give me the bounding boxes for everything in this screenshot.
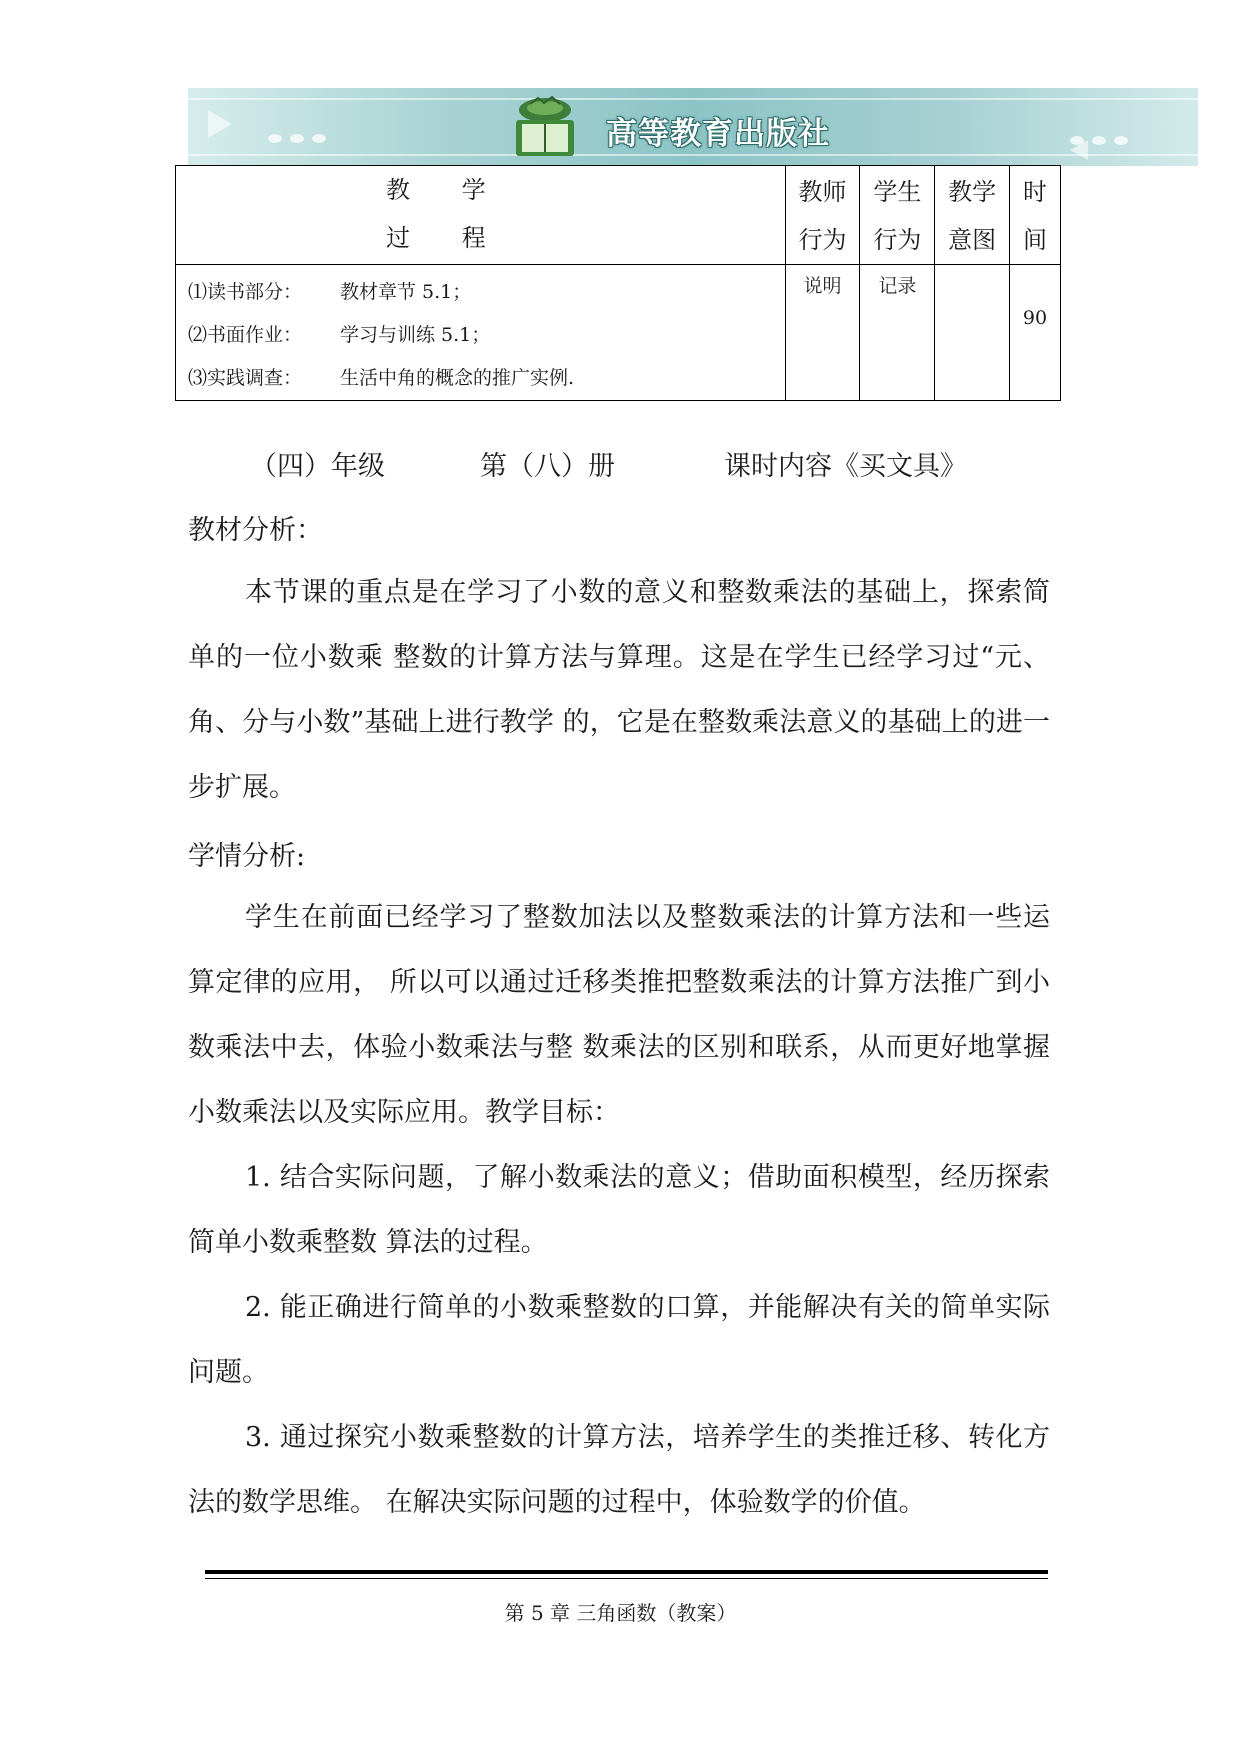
teacher-header-line1: 教师 (798, 178, 847, 206)
student-analysis-heading: 学情分析: (188, 841, 306, 872)
item-text: 生活中角的概念的推广实例. (340, 367, 575, 389)
list-item (188, 357, 785, 400)
goal-1-text: 1. 结合实际问题，了解小数乘法的意义；借助面积模型，经历探索简单小数乘整数 算法的过程。 (188, 1162, 1050, 1258)
banner-dots-icon (1070, 136, 1128, 145)
student-header-cell (860, 166, 935, 265)
table-header-row (176, 166, 1061, 265)
list-item (188, 271, 785, 314)
item-label: ⑴读书部分： (188, 281, 303, 303)
item-text: 教材章节 5.1； (340, 281, 472, 303)
process-header-cell (176, 166, 786, 265)
goal-3-text: 3. 通过探究小数乘整数的计算方法，培养学生的类推迁移、转化方法的数学思维。 在解决实际问题的过程中，体验数学的价值。 (188, 1422, 1050, 1518)
process-items-cell (176, 265, 786, 401)
volume-label: 第（八）册 (480, 451, 615, 482)
time-cell: 90 (1010, 265, 1061, 401)
item-text: 学习与训练 5.1； (340, 324, 491, 346)
teacher-header-cell (785, 166, 860, 265)
process-header-line2: 过 程 (386, 224, 486, 252)
lesson-process-table (175, 165, 1061, 401)
teacher-header-line2: 行为 (798, 226, 847, 254)
time-header-line2: 间 (1023, 226, 1048, 254)
material-analysis-heading: 教材分析： (188, 515, 323, 546)
footer-rule-thick (205, 1570, 1048, 1574)
student-header-line1: 学生 (873, 178, 922, 206)
banner-arrow-icon (208, 110, 232, 138)
intent-header-cell (935, 166, 1010, 265)
goal-2-text: 2. 能正确进行简单的小数乘整数的口算，并能解决有关的简单实际问题。 (188, 1292, 1050, 1388)
lesson-title: 课时内容《买文具》 (724, 451, 967, 482)
teacher-action-cell: 说明 (785, 265, 860, 401)
banner-dots-icon (268, 134, 326, 143)
process-header-line1: 教 学 (386, 176, 486, 204)
publisher-name: 高等教育出版社 (606, 116, 830, 152)
book-globe-logo-icon (508, 94, 582, 160)
table-row (176, 265, 1061, 401)
time-header-line1: 时 (1023, 178, 1048, 206)
banner-stripe (188, 98, 1198, 100)
intent-header-line1: 教学 (948, 178, 997, 206)
time-header-cell (1010, 166, 1061, 265)
list-item (188, 314, 785, 357)
grade-label: （四）年级 (250, 451, 385, 482)
footer-rule-thin (205, 1578, 1048, 1579)
student-action-cell: 记录 (860, 265, 935, 401)
item-label: ⑵书面作业： (188, 324, 303, 346)
publisher-banner (188, 88, 1198, 166)
page-footer: 第 5 章 三角函数（教案） (504, 1601, 737, 1625)
intent-cell (935, 265, 1010, 401)
item-label: ⑶实践调查： (188, 367, 303, 389)
banner-stripe (188, 154, 1198, 156)
student-header-line2: 行为 (873, 226, 922, 254)
material-analysis-text: 本节课的重点是在学习了小数的意义和整数乘法的基础上，探索简单的一位小数乘 整数的计算方法与算理。这是在学生已经学习过“元、角、分与小数”基础上进行教学 的，它是在整数乘法意义的基础上的进一步扩展。 (188, 577, 1050, 803)
intent-header-line2: 意图 (948, 226, 997, 254)
student-analysis-text: 学生在前面已经学习了整数加法以及整数乘法的计算方法和一些运算定律的应用， 所以可以通过迁移类推把整数乘法的计算方法推广到小数乘法中去，体验小数乘法与整 数乘法的区别和联系，从而更好地掌握小数乘法以及实际应用。教学目标： (188, 902, 1050, 1128)
